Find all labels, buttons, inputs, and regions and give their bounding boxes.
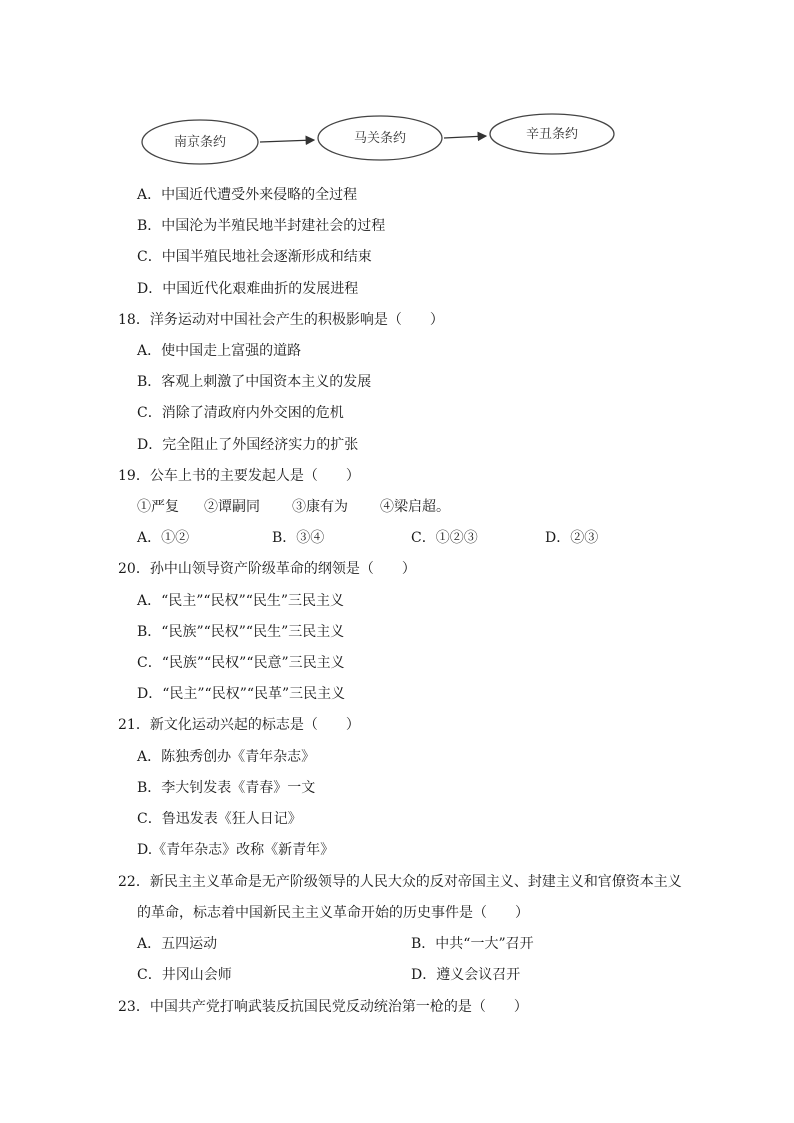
q22-option-a: A．五四运动 <box>137 936 218 952</box>
q17-option-a: A．中国近代遭受外来侵略的全过程 <box>137 187 358 203</box>
q22-stem-line-2: 的革命，标志着中国新民主主义革命开始的历史事件是（ ） <box>137 905 529 921</box>
q22-option-c: C．井冈山会师 <box>137 967 232 983</box>
q17-option-c: C．中国半殖民地社会逐渐形成和结束 <box>137 249 372 265</box>
q18-option-d: D．完全阻止了外国经济实力的扩张 <box>137 437 359 453</box>
q19-item-4: ④梁启超。 <box>380 499 450 515</box>
treaty-node-2-label: 马关条约 <box>353 131 407 146</box>
q23-stem: 23．中国共产党打响武装反抗国民党反动统治第一枪的是（ ） <box>118 999 528 1015</box>
treaty-node-1-label: 南京条约 <box>173 135 227 150</box>
q18-option-b: B．客观上刺激了中国资本主义的发展 <box>137 374 372 390</box>
q19-item-1: ①严复 <box>137 499 179 515</box>
q18-stem: 18．洋务运动对中国社会产生的积极影响是（ ） <box>118 312 444 328</box>
q21-option-d: D.《青年杂志》改称《新青年》 <box>137 842 335 858</box>
q19-option-b: B．③④ <box>272 530 325 546</box>
q19-item-3: ③康有为 <box>292 499 348 515</box>
q19-stem: 19．公车上书的主要发起人是（ ） <box>118 468 360 484</box>
q19-option-a: A．①② <box>137 530 190 546</box>
q22-stem-line-1: 22．新民主主义革命是无产阶级领导的人民大众的反对帝国主义、封建主义和官僚资本主义 <box>118 874 682 890</box>
q20-stem: 20．孙中山领导资产阶级革命的纲领是（ ） <box>118 561 416 577</box>
arrow-2 <box>444 136 486 138</box>
q21-stem: 21．新文化运动兴起的标志是（ ） <box>118 717 360 733</box>
q20-option-a: A．“民主”“民权”“民生”三民主义 <box>137 593 345 609</box>
q21-option-c: C．鲁迅发表《狂人日记》 <box>137 811 302 827</box>
q19-option-d: D．②③ <box>545 530 599 546</box>
q17-option-b: B．中国沦为半殖民地半封建社会的过程 <box>137 218 386 234</box>
q17-option-d: D．中国近代化艰难曲折的发展进程 <box>137 281 359 297</box>
q18-option-c: C．消除了清政府内外交困的危机 <box>137 405 344 421</box>
treaty-node-3-label: 辛丑条约 <box>525 127 579 142</box>
q19-option-c: C．①②③ <box>411 530 478 546</box>
treaty-flow-diagram <box>140 112 620 168</box>
q19-item-2: ②谭嗣同 <box>204 499 260 515</box>
arrow-1 <box>260 140 314 142</box>
q22-option-b: B．中共“一大”召开 <box>411 936 534 952</box>
q18-option-a: A．使中国走上富强的道路 <box>137 343 302 359</box>
q22-option-d: D．遵义会议召开 <box>411 967 521 983</box>
q20-option-d: D．“民主”“民权”“民革”三民主义 <box>137 686 346 702</box>
q21-option-a: A．陈独秀创办《青年杂志》 <box>137 749 316 765</box>
q20-option-b: B．“民族”“民权”“民生”三民主义 <box>137 624 345 640</box>
q20-option-c: C．“民族”“民权”“民意”三民主义 <box>137 655 345 671</box>
q21-option-b: B．李大钊发表《青春》一文 <box>137 780 316 796</box>
treaty-flow-svg <box>140 112 620 168</box>
